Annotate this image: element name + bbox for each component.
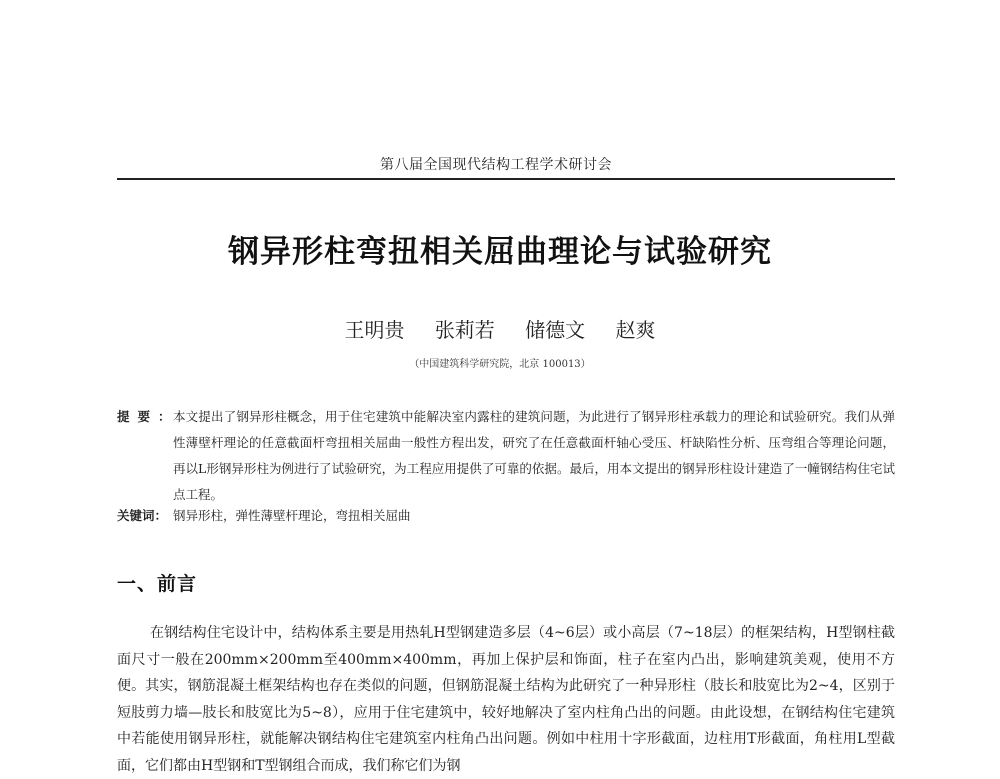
section-heading: 一、前言 — [117, 573, 198, 595]
keywords-text: 钢异形柱，弹性薄壁杆理论，弯扭相关屈曲 — [173, 508, 411, 523]
author-list — [0, 314, 1000, 343]
author-name: 王明贵 — [344, 318, 405, 342]
running-head: 第八届全国现代结构工程学术研讨会 — [380, 157, 612, 173]
keywords — [117, 506, 895, 524]
intro-paragraph: 在钢结构住宅设计中，结构体系主要是用热轧H型钢建造多层（4~6层）或小高层（7~18层）的框架结构，H型钢柱截面尺寸一般在200mm×200mm至400mm×400mm，再加上保护层和饰面，柱子在室内凸出，影响建筑美观，使用不方便。其实，钢筋混凝土框架结构也存在类似的问题，但钢筋混凝土结构为此研究了一种异形柱（肢长和肢宽比为2~4，区别于短肢剪力墙—肢长和肢宽比为5~8），应用于住宅建筑中，较好地解决了室内柱角凸出的问题。由此设想，在钢结构住宅建筑中若能使用钢异形柱，就能解决钢结构住宅建筑室内柱角凸出问题。例如中柱用十字形截面，边柱用T形截面，角柱用L型截面，它们都由H型钢和T型钢组合而成，我们称它们为钢 — [117, 625, 895, 774]
abstract-text: 本文提出了钢异形柱概念，用于住宅建筑中能解决室内露柱的建筑问题，为此进行了钢异形柱承载力的理论和试验研究。我们从弹性薄壁杆理论的任意截面杆弯扭相关屈曲一般性方程出发，研究了在任意截面杆轴心受压、杆缺陷性分析、压弯组合等理论问题，再以L形钢异形柱为例进行了试验研究，为工程应用提供了可靠的依据。最后，用本文提出的钢异形柱设计建造了一幢钢结构住宅试点工程。 — [173, 409, 895, 502]
keywords-label: 关键词： — [117, 508, 168, 523]
author-name: 赵爽 — [615, 318, 656, 342]
abstract-label: 提要： — [117, 409, 179, 424]
abstract — [117, 404, 895, 508]
paper-title: 钢异形柱弯扭相关屈曲理论与试验研究 — [228, 234, 772, 270]
affiliation: （中国建筑科学研究院，北京 100013） — [409, 359, 591, 370]
author-name: 储德文 — [525, 318, 586, 342]
author-name: 张莉若 — [434, 318, 495, 342]
header-rule — [117, 178, 895, 180]
